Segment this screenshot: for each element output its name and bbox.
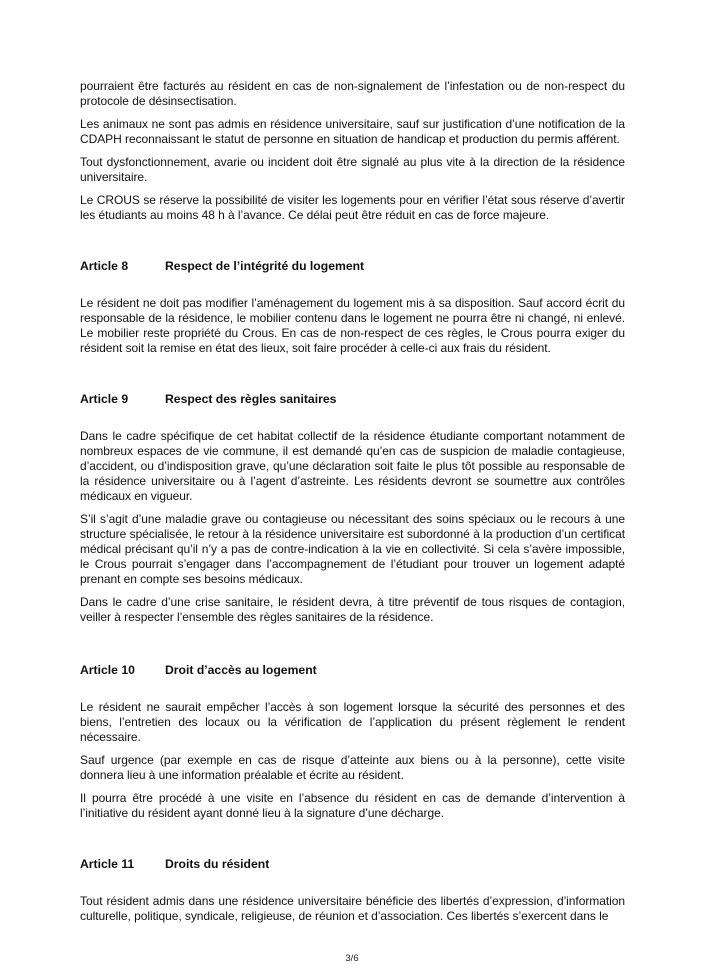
paragraph: Il pourra être procédé à une visite en l’absence du résident en cas de demande d’intervention à l’initiative du résident ayant donné lieu à la signature d’une décharge. bbox=[80, 791, 625, 820]
article-number: Article 11 bbox=[80, 857, 135, 871]
paragraph: Tout résident admis dans une résidence universitaire bénéficie des libertés d’expression, d’information culturelle, politique, syndicale, religieuse, de réunion et d’association. Ces libertés s’exercent dans le bbox=[80, 894, 625, 923]
article-title: Respect de l’intégrité du logement bbox=[165, 259, 365, 273]
article-title: Droit d’accès au logement bbox=[165, 663, 317, 677]
paragraph: Le résident ne saurait empêcher l’accès à son logement lorsque la sécurité des personnes et des biens, l’entretien des locaux ou la vérification de l’application du présent règlement le rendent nécessaire. bbox=[80, 700, 625, 744]
article-10-heading bbox=[80, 663, 625, 678]
paragraph: Le résident ne doit pas modifier l’aménagement du logement mis à sa disposition. Sauf accord écrit du responsable de la résidence, le mobilier contenu dans le logement ne pourra être ni changé, ni enlevé. Le mobilier reste propriété du Crous. En cas de non-respect de ces règles, le Crous pourra exiger du résident soit la remise en état des lieux, soit faire procéder à celle-ci aux frais du résident. bbox=[80, 296, 625, 355]
article-11-heading bbox=[80, 857, 625, 872]
article-9-heading bbox=[80, 392, 625, 407]
article-number: Article 9 bbox=[80, 392, 129, 406]
article-title: Droits du résident bbox=[165, 857, 270, 871]
paragraph: Dans le cadre d’une crise sanitaire, le résident devra, à titre préventif de tous risques de contagion, veiller à respecter l’ensemble des règles sanitaires de la résidence. bbox=[80, 595, 625, 624]
paragraph: Les animaux ne sont pas admis en résidence universitaire, sauf sur justification d’une notification de la CDAPH reconnaissant le statut de personne en situation de handicap et production du permis afférent. bbox=[80, 117, 625, 146]
paragraph: S’il s’agit d’une maladie grave ou contagieuse ou nécessitant des soins spéciaux ou le recours à une structure spécialisée, le retour à la résidence universitaire est subordonné à la production d’un certificat médical précisant qu’il n’y a pas de contre-indication à la vie en collectivité. Si cela s’avère impossible, le Crous pourrait s’engager dans l’accompagnement de l’étudiant pour trouver un logement adapté prenant en compte ses besoins médicaux. bbox=[80, 512, 625, 586]
document-page bbox=[80, 79, 625, 932]
page-number: 3/6 bbox=[345, 953, 359, 964]
paragraph: pourraient être facturés au résident en cas de non-signalement de l’infestation ou de non-respect du protocole de désinsectisation. bbox=[80, 79, 625, 108]
paragraph: Le CROUS se réserve la possibilité de visiter les logements pour en vérifier l’état sous réserve d’avertir les étudiants au moins 48 h à l’avance. Ce délai peut être réduit en cas de force majeure. bbox=[80, 193, 625, 222]
paragraph: Dans le cadre spécifique de cet habitat collectif de la résidence étudiante comportant notamment de nombreux espaces de vie commune, il est demandé qu’en cas de suspicion de maladie contagieuse, d’accident, ou d’indisposition grave, qu’une déclaration soit faite le plus tôt possible au responsable de la résidence universitaire ou à l’agent d’astreinte. Les résidents devront se soumettre aux contrôles médicaux en vigueur. bbox=[80, 429, 625, 503]
article-number: Article 8 bbox=[80, 259, 129, 273]
article-number: Article 10 bbox=[80, 663, 135, 677]
article-8-heading bbox=[80, 259, 625, 274]
article-title: Respect des règles sanitaires bbox=[165, 392, 337, 406]
paragraph: Sauf urgence (par exemple en cas de risque d’atteinte aux biens ou à la personne), cette visite donnera lieu à une information préalable et écrite au résident. bbox=[80, 753, 625, 782]
paragraph: Tout dysfonctionnement, avarie ou incident doit être signalé au plus vite à la direction de la résidence universitaire. bbox=[80, 155, 625, 184]
